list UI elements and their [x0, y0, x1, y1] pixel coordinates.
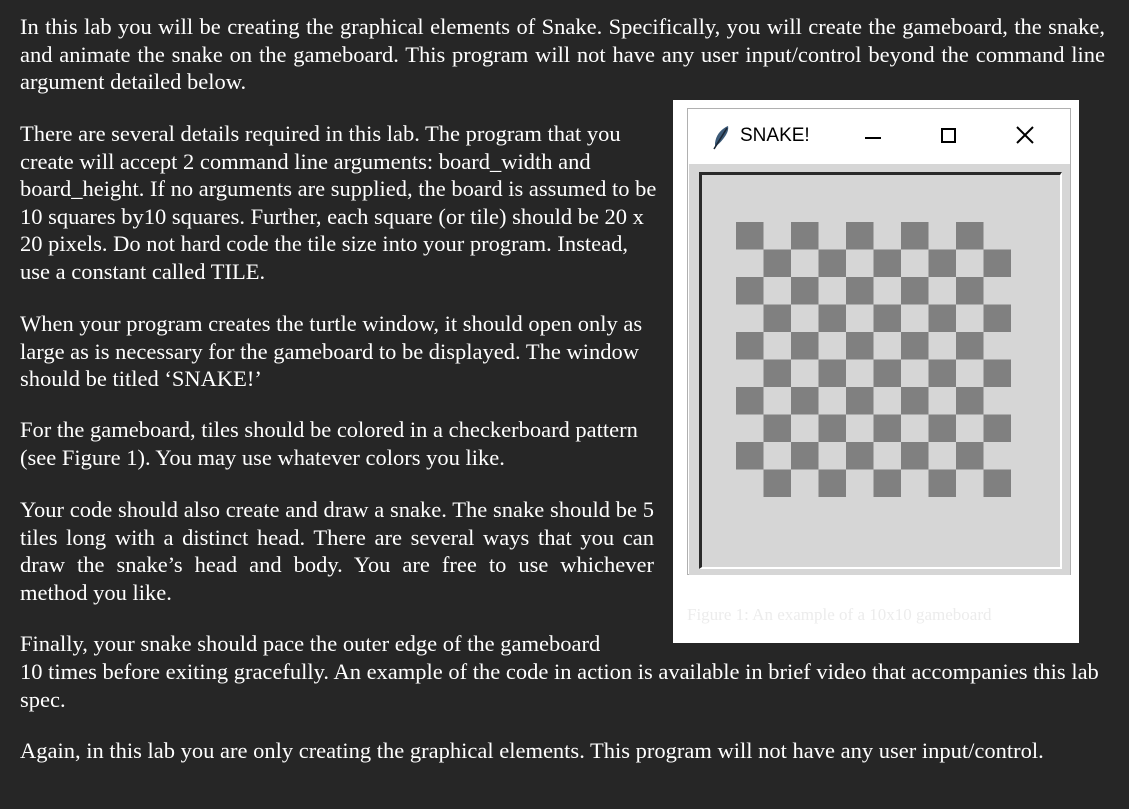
figure-1	[673, 100, 1079, 643]
board-tile	[736, 332, 764, 360]
board-tile	[956, 222, 984, 250]
close-button[interactable]	[1008, 121, 1042, 151]
board-tile	[764, 277, 792, 305]
board-tile	[984, 360, 1012, 388]
board-tile	[929, 332, 957, 360]
board-tile	[846, 332, 874, 360]
board-tile	[791, 415, 819, 443]
board-tile	[764, 305, 792, 333]
board-tile	[956, 250, 984, 278]
window-paragraph: When your program creates the turtle window, it should open only as large as is necessary for the gameboard to be displayed. The window should be titled ‘SNAKE!’	[20, 311, 643, 391]
board-tile	[819, 250, 847, 278]
board-tile	[901, 360, 929, 388]
board-tile	[846, 360, 874, 388]
board-tile	[929, 250, 957, 278]
minimize-icon	[865, 137, 881, 139]
board-tile	[736, 277, 764, 305]
board-tile	[956, 277, 984, 305]
board-tile	[791, 360, 819, 388]
board-tile	[736, 222, 764, 250]
board-tile	[764, 415, 792, 443]
board-tile	[984, 250, 1012, 278]
board-tile	[736, 360, 764, 388]
board-tile	[901, 277, 929, 305]
board-tile	[901, 332, 929, 360]
maximize-icon	[941, 128, 956, 143]
turtle-canvas	[699, 172, 1062, 569]
board-tile	[846, 305, 874, 333]
board-tile	[956, 442, 984, 470]
board-tile	[901, 222, 929, 250]
board-tile	[929, 470, 957, 498]
figure-caption: Figure 1: An example of a 10x10 gameboard	[687, 605, 992, 624]
board-tile	[819, 332, 847, 360]
board-tile	[929, 442, 957, 470]
board-tile	[791, 332, 819, 360]
board-tile	[984, 442, 1012, 470]
board-tile	[764, 387, 792, 415]
minimize-button[interactable]	[856, 121, 890, 151]
window-titlebar	[688, 109, 1070, 161]
finally-paragraph-line1: Finally, your snake should pace the outer edge of the gameboard	[20, 631, 601, 656]
board-tile	[764, 250, 792, 278]
board-tile	[819, 415, 847, 443]
board-tile	[901, 415, 929, 443]
board-tile	[929, 277, 957, 305]
board-tile	[984, 470, 1012, 498]
board-tile	[819, 470, 847, 498]
board-tile	[791, 277, 819, 305]
board-tile	[901, 387, 929, 415]
board-tile	[874, 277, 902, 305]
feather-icon	[711, 125, 731, 151]
board-tile	[764, 470, 792, 498]
board-tile	[819, 387, 847, 415]
finally-paragraph-rest: 10 times before exiting gracefully. An example of the code in action is available in brief video that accompanies this lab spec.	[20, 659, 1099, 712]
board-tile	[764, 222, 792, 250]
closing-paragraph: Again, in this lab you are only creating the graphical elements. This program will not have any user input/control.	[20, 738, 1044, 763]
board-tile	[929, 360, 957, 388]
board-tile	[984, 305, 1012, 333]
board-tile	[736, 442, 764, 470]
board-tile	[846, 415, 874, 443]
board-tile	[819, 305, 847, 333]
board-tile	[846, 277, 874, 305]
board-tile	[956, 360, 984, 388]
board-tile	[929, 387, 957, 415]
board-tile	[874, 332, 902, 360]
board-tile	[764, 360, 792, 388]
close-icon	[1008, 121, 1042, 151]
board-tile	[819, 222, 847, 250]
board-tile	[791, 222, 819, 250]
board-tile	[901, 305, 929, 333]
board-tile	[984, 222, 1012, 250]
board-tile	[929, 415, 957, 443]
board-tile	[874, 222, 902, 250]
checkerboard	[736, 222, 1011, 497]
board-tile	[956, 332, 984, 360]
board-tile	[874, 387, 902, 415]
board-tile	[874, 250, 902, 278]
board-tile	[791, 387, 819, 415]
board-tile	[791, 250, 819, 278]
board-tile	[764, 332, 792, 360]
requirements-paragraph: There are several details required in this lab. The program that you create will accept 2 command line arguments: board_width and board_height. If no arguments are supplied, the board is assumed to be 10 squares by10 squares. Further, each square (or tile) should be 20 x 20 pixels. Do not hard code the tile size into your program. Instead, use a constant called TILE.	[20, 121, 657, 284]
board-tile	[819, 442, 847, 470]
board-tile	[736, 250, 764, 278]
turtle-window	[687, 108, 1071, 575]
maximize-button[interactable]	[932, 121, 966, 151]
board-tile	[736, 470, 764, 498]
board-tile	[846, 222, 874, 250]
window-title: SNAKE!	[740, 125, 810, 146]
board-tile	[736, 415, 764, 443]
board-tile	[984, 332, 1012, 360]
board-tile	[819, 277, 847, 305]
board-tile	[984, 387, 1012, 415]
board-tile	[846, 442, 874, 470]
snake-paragraph: Your code should also create and draw a snake. The snake should be 5 tiles long with a distinct head. There are several ways that you can draw the snake’s head and body. You are free to use whichever method you like.	[20, 497, 654, 605]
board-tile	[956, 415, 984, 443]
board-tile	[956, 470, 984, 498]
board-tile	[901, 470, 929, 498]
board-tile	[791, 470, 819, 498]
board-tile	[791, 442, 819, 470]
board-tile	[819, 360, 847, 388]
board-tile	[874, 470, 902, 498]
board-tile	[874, 415, 902, 443]
board-tile	[874, 442, 902, 470]
board-tile	[929, 305, 957, 333]
board-tile	[984, 277, 1012, 305]
board-tile	[846, 250, 874, 278]
board-tile	[901, 442, 929, 470]
board-tile	[874, 305, 902, 333]
board-tile	[764, 442, 792, 470]
board-tile	[956, 305, 984, 333]
board-tile	[736, 305, 764, 333]
board-tile	[846, 470, 874, 498]
board-tile	[984, 415, 1012, 443]
board-tile	[791, 305, 819, 333]
turtle-canvas-area	[689, 164, 1070, 575]
intro-paragraph: In this lab you will be creating the graphical elements of Snake. Specifically, you will create the gameboard, the snake, and animate the snake on the gameboard. This program will not have any user input/control beyond the command line argument detailed below.	[20, 14, 1105, 94]
board-tile	[929, 222, 957, 250]
board-tile	[956, 387, 984, 415]
board-tile	[736, 387, 764, 415]
gameboard-paragraph: For the gameboard, tiles should be colored in a checkerboard pattern (see Figure 1). You may use whatever colors you like.	[20, 417, 638, 470]
board-tile	[846, 387, 874, 415]
board-tile	[874, 360, 902, 388]
board-tile	[901, 250, 929, 278]
